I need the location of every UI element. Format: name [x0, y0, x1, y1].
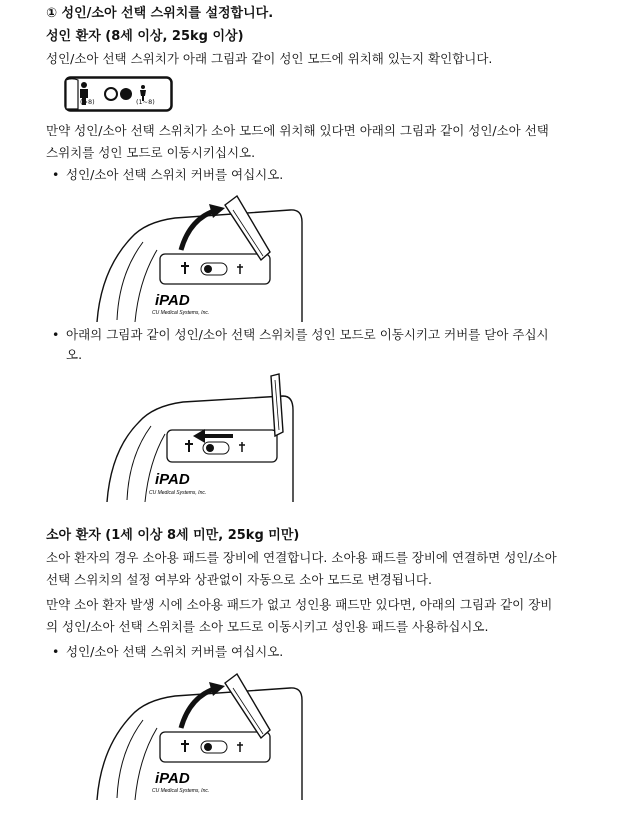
svg-text:CU Medical Systems, Inc.: CU Medical Systems, Inc.	[152, 788, 210, 794]
child-text-4: 의 성인/소아 선택 스위치를 소아 모드로 이동시키고 성인용 패드를 사용하십시오.	[46, 619, 489, 634]
svg-text:iPAD: iPAD	[155, 770, 190, 787]
child-text-3: 만약 소아 환자 발생 시에 소아용 패드가 없고 성인용 패드만 있다면, 아래의 그림과 같이 장비	[46, 597, 553, 612]
switch-label-child: (1~8)	[136, 98, 155, 106]
child-text-1: 소아 환자의 경우 소아용 패드를 장비에 연결합니다. 소아용 패드를 장비에 연결하면 성인/소아	[46, 550, 557, 565]
child-heading: 소아 환자 (1세 이상 8세 미만, 25kg 미만)	[46, 528, 300, 543]
switch-figure	[64, 76, 174, 112]
step-title: ① 성인/소아 선택 스위치를 설정합니다.	[46, 6, 274, 21]
device-figure-open	[95, 190, 305, 325]
svg-text:iPAD: iPAD	[155, 292, 190, 309]
device-figure-open-child	[95, 668, 305, 803]
device-figure-move	[105, 370, 295, 505]
svg-text:CU Medical Systems, Inc.: CU Medical Systems, Inc.	[149, 490, 207, 496]
adult-bullet-2b: 오.	[66, 347, 83, 362]
adult-text-3: 스위치를 성인 모드로 이동시키십시오.	[46, 145, 256, 160]
adult-heading: 성인 환자 (8세 이상, 25kg 이상)	[46, 29, 244, 44]
switch-label-adult: (>8)	[80, 98, 95, 106]
svg-text:CU Medical Systems, Inc.: CU Medical Systems, Inc.	[152, 310, 210, 316]
adult-text-2: 만약 성인/소아 선택 스위치가 소아 모드에 위치해 있다면 아래의 그림과 같이 성인/소아 선택	[46, 123, 549, 138]
adult-text-1: 성인/소아 선택 스위치가 아래 그림과 같이 성인 모드에 위치해 있는지 확인합니다.	[46, 51, 493, 66]
child-text-2: 선택 스위치의 설정 여부와 상관없이 자동으로 소아 모드로 변경됩니다.	[46, 572, 432, 587]
adult-bullet-2a: • 아래의 그림과 같이 성인/소아 선택 스위치를 성인 모드로 이동시키고 커버를 닫아 주십시	[52, 327, 549, 342]
svg-text:iPAD: iPAD	[155, 471, 190, 488]
child-bullet-1: • 성인/소아 선택 스위치 커버를 여십시오.	[52, 644, 284, 659]
adult-bullet-1: • 성인/소아 선택 스위치 커버를 여십시오.	[52, 167, 284, 182]
